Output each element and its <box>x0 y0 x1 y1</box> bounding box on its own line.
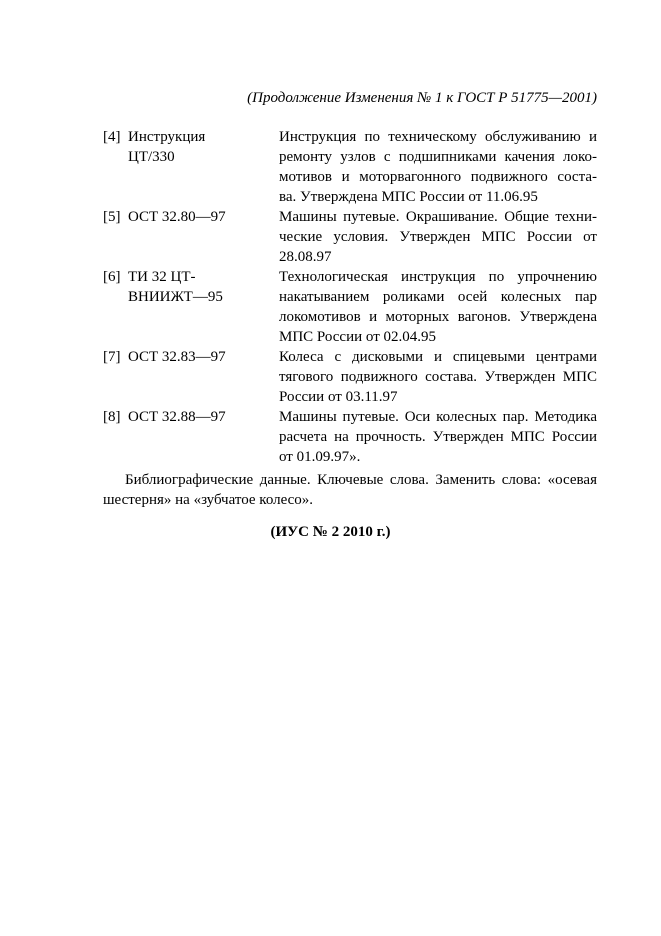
reference-code <box>128 407 279 427</box>
ius-reference: (ИУС № 2 2010 г.) <box>270 524 391 540</box>
reference-item-5 <box>103 207 597 267</box>
reference-text-line: ческие условия. Утвержден МПС России от <box>279 229 597 245</box>
reference-item-8 <box>103 407 597 467</box>
biblio-line: шестерня» на «зубчатое колесо». <box>103 492 314 508</box>
reference-number: [4] <box>103 129 121 145</box>
reference-text-line: от 01.09.97». <box>279 449 361 465</box>
reference-text-line: МПС России от 02.04.95 <box>279 329 436 345</box>
reference-description <box>279 267 597 347</box>
reference-text-line: тягового подвижного состава. Утвержден МПС <box>279 369 597 385</box>
reference-code-line: ОСТ 32.88—97 <box>128 409 226 425</box>
reference-description <box>279 207 597 267</box>
reference-text-line: России от 03.11.97 <box>279 389 398 405</box>
reference-text-line: ва. Утверждена МПС России от 11.06.95 <box>279 189 538 205</box>
reference-description <box>279 407 597 467</box>
reference-item-6 <box>103 267 597 347</box>
reference-number: [5] <box>103 209 121 225</box>
reference-text-line: накатыванием роликами осей колесных пар <box>279 289 597 305</box>
reference-number: [8] <box>103 409 121 425</box>
reference-text-line: ремонту узлов с подшипниками качения локо- <box>279 149 597 165</box>
reference-text-line: 28.08.97 <box>279 249 332 265</box>
reference-code-line: Инструкция <box>128 129 206 145</box>
biblio-line: Библиографические данные. Ключевые слова. Заменить слова: «осевая <box>125 472 597 488</box>
reference-code-line: ТИ 32 ЦТ- <box>128 269 196 285</box>
reference-code-line: ВНИИЖТ—95 <box>128 289 223 305</box>
reference-text-line: локомотивов и моторных вагонов. Утверждена <box>279 309 597 325</box>
reference-text-line: Технологическая инструкция по упрочнению <box>279 269 597 285</box>
reference-code <box>128 347 279 367</box>
reference-code-line: ОСТ 32.83—97 <box>128 349 226 365</box>
reference-code <box>128 127 279 167</box>
reference-text-line: Машины путевые. Окрашивание. Общие техни- <box>279 209 597 225</box>
reference-number: [6] <box>103 269 121 285</box>
bibliographic-data-paragraph <box>103 470 597 510</box>
reference-text-line: мотивов и моторвагонного подвижного соста- <box>279 169 597 185</box>
references-list <box>103 127 597 467</box>
reference-code-line: ЦТ/330 <box>128 149 175 165</box>
reference-description <box>279 127 597 207</box>
reference-item-4 <box>103 127 597 207</box>
reference-item-7 <box>103 347 597 407</box>
reference-code <box>128 267 279 307</box>
reference-text-line: Машины путевые. Оси колесных пар. Методика <box>279 409 597 425</box>
reference-code <box>128 207 279 227</box>
reference-text-line: расчета на прочность. Утвержден МПС России <box>279 429 597 445</box>
reference-code-line: ОСТ 32.80—97 <box>128 209 226 225</box>
reference-text-line: Колеса с дисковыми и спицевыми центрами <box>279 349 597 365</box>
reference-description <box>279 347 597 407</box>
reference-text-line: Инструкция по техническому обслуживанию и <box>279 129 597 145</box>
continuation-header: (Продолжение Изменения № 1 к ГОСТ Р 51775—2001) <box>247 90 597 106</box>
reference-number: [7] <box>103 349 121 365</box>
